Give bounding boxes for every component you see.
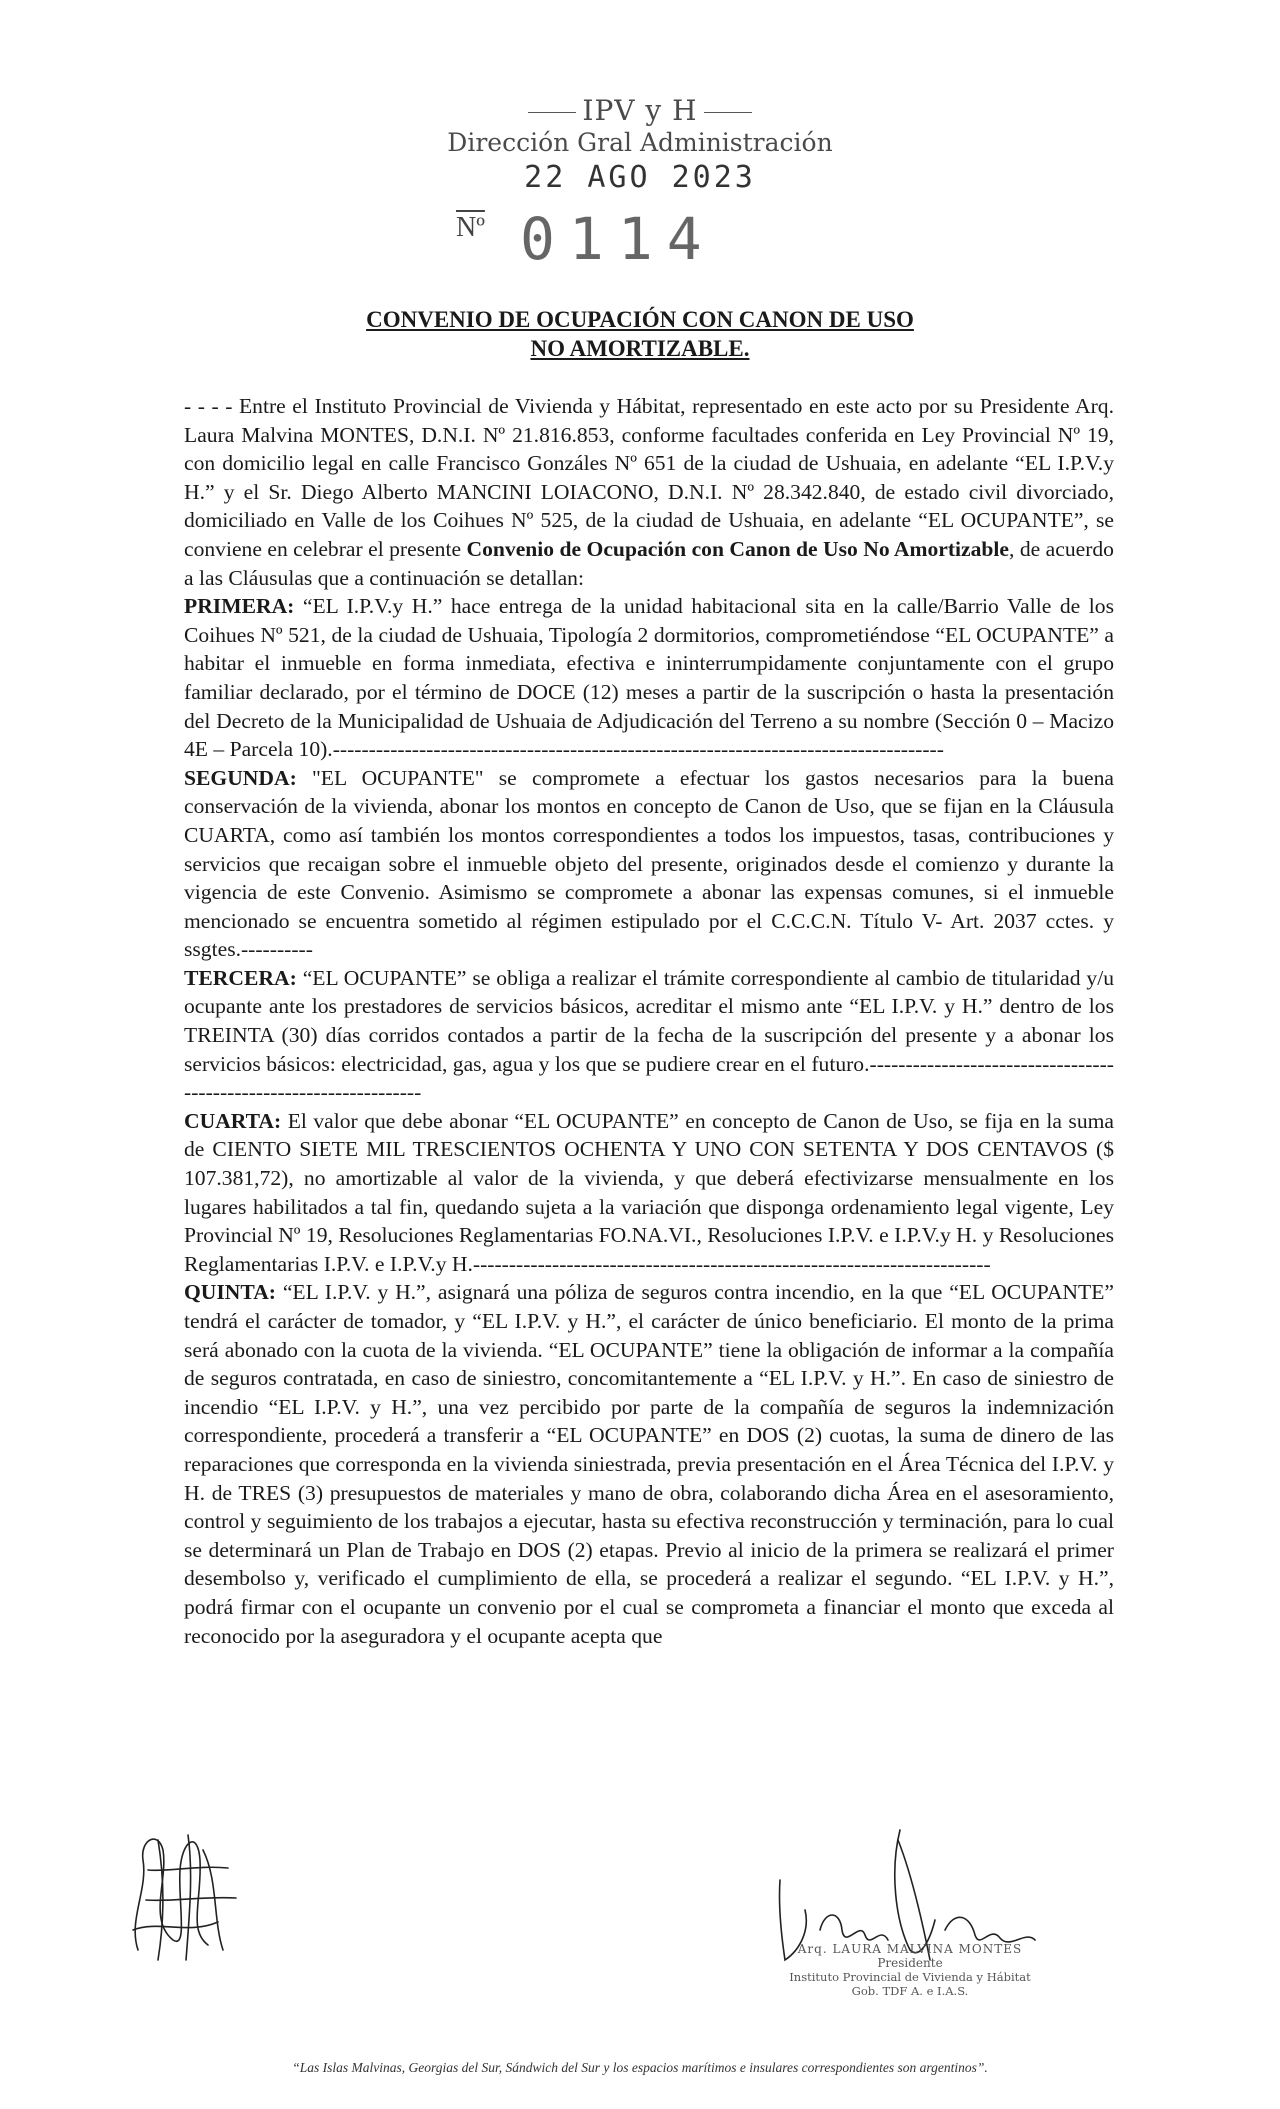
signature-stamp: [760, 1942, 1060, 1998]
clause-paragraph: [184, 964, 1114, 1107]
clause-heading: QUINTA:: [184, 1280, 276, 1305]
signer-institution: Instituto Provincial de Vivienda y Hábitat: [789, 1970, 1031, 1984]
stamp-department: Dirección Gral Administración: [447, 128, 833, 157]
clause-heading: SEGUNDA:: [184, 765, 297, 790]
document-body: [184, 392, 1114, 1650]
clause-paragraph: [184, 592, 1114, 764]
clause-paragraph: [184, 1107, 1114, 1279]
initials-signature: [118, 1810, 258, 1970]
clause-text: “EL I.P.V. y H.”, asignará una póliza de seguros contra incendio, en la que “EL OCUPANTE” tendrá el carácter de tomador, y “EL I.P.V. y H.”, el carácter de único beneficiario. El monto de la prima será abonado con la cuota de la vivienda. “EL OCUPANTE” tiene la obligación de informar a la compañía de seguros contratada, en caso de siniestro, concomitantemente a “EL I.P.V. y H.”. En caso de siniestro de incendio “EL I.P.V. y H.”, una vez percibido por parte de la compañía de seguros la indemnización correspondiente, procederá a transferir a “EL OCUPANTE” en DOS (2) cuotas, la suma de dinero de las reparaciones que corresponda en la vivienda siniestrada, previa presentación en el Área Técnica del I.P.V. y H. de TRES (3) presupuestos de materiales y mano de obra, colaborando dicha Área en el asesoramiento, control y seguimiento de los trabajos a ejecutar, hasta su efectiva reconstrucción y terminación, para lo cual se determinará un Plan de Trabajo en DOS (2) etapas. Previo al inicio de la primera se realizará el primer desembolso y, verificado el cumplimiento de ella, se procederá a realizar el segundo. “EL I.P.V. y H.”, podrá firmar con el ocupante un convenio por el cual se comprometa a financiar el monto que exceda al reconocido por la aseguradora y el ocupante acepta que: [184, 1280, 1114, 1648]
title-line-1: CONVENIO DE OCUPACIÓN CON CANON DE USO: [366, 307, 914, 332]
clause-heading: CUARTA:: [184, 1108, 282, 1133]
stamp-number-label: $\overline{Nº}$: [456, 212, 485, 243]
clause-text: “EL I.P.V.y H.” hace entrega de la unidad habitacional sita en la calle/Barrio Valle de los Coihues Nº 521, de la ciudad de Ushuaia, Tipología 2 dormitorios, comprometiéndose “EL OCUPANTE” a habitar el inmueble en forma inmediata, efectiva e ininterrumpidamente conjuntamente con el grupo familiar declarado, por el término de DOCE (12) meses a partir de la suscripción o hasta la presentación del Decreto de la Municipalidad de Ushuaia de Adjudicación del Terreno a su nombre (Sección 0 – Macizo 4E – Parcela 10).-------------------------------------------------------------------------------------: [184, 594, 1114, 762]
stamp-organization: [0, 94, 1280, 127]
clause-heading: PRIMERA:: [184, 594, 295, 619]
signer-role: Presidente: [877, 1956, 943, 1970]
clause-text: "EL OCUPANTE" se compromete a efectuar los gastos necesarios para la buena conservación de la vivienda, abonar los montos en concepto de Canon de Uso, que se fijan en la Cláusula CUARTA, como así también los montos correspondientes a todos los impuestos, tasas, contribuciones y servicios que recaigan sobre el inmueble objeto del presente, originados desde el comienzo y durante la vigencia de este Convenio. Asimismo se compromete a abonar las expensas comunes, si el inmueble mencionado se encuentra sometido al régimen estipulado por el C.C.C.N. Título V- Art. 2037 cctes. y ssgtes.----------: [184, 765, 1114, 962]
stamp-number: 0114: [520, 205, 716, 273]
intro-bold-text: Convenio de Ocupación con Canon de Uso No Amortizable: [466, 536, 1010, 561]
signer-name: Arq. LAURA MALVINA MONTES: [797, 1942, 1023, 1956]
clause-text: “EL OCUPANTE” se obliga a realizar el trámite correspondiente al cambio de titularidad y/u ocupante ante los prestadores de servicios básicos, acreditar el mismo ante “EL I.P.V. y H.” dentro de los TREINTA (30) días corridos contados a partir de la fecha de la suscripción del presente y a abonar los servicios básicos: electricidad, gas, agua y los que se pudiere crear en el futuro.-------------------------------------------------------------------: [184, 965, 1114, 1105]
stamp-date: 22 AGO 2023: [524, 160, 756, 195]
intro-paragraph: [184, 392, 1114, 592]
clause-paragraph: [184, 764, 1114, 964]
intro-text-1: - - - - Entre el Instituto Provincial de Vivienda y Hábitat, representado en este acto por su Presidente Arq. Laura Malvina MONTES, D.N.I. Nº 21.816.853, conforme facultades conferida en Ley Provincial Nº 19, con domicilio legal en calle Francisco Gonzáles Nº 651 de la ciudad de Ushuaia, en adelante “EL I.P.V.y H.” y el Sr. Diego Alberto MANCINI LOIACONO, D.N.I. Nº 28.342.840, de estado civil divorciado, domiciliado en Valle de los Coihues Nº 525, de la ciudad de Ushuaia, en adelante “EL OCUPANTE”, se conviene en celebrar el presente: [184, 394, 1114, 561]
clause-heading: TERCERA:: [184, 965, 297, 990]
title-line-2: NO AMORTIZABLE.: [530, 336, 750, 361]
signer-government: Gob. TDF A. e I.A.S.: [851, 1984, 969, 1998]
document-title: [0, 305, 1280, 363]
clause-text: El valor que debe abonar “EL OCUPANTE” en concepto de Canon de Uso, se fija en la suma de CIENTO SIETE MIL TRESCIENTOS OCHENTA Y UNO CON SETENTA Y DOS CENTAVOS ($ 107.381,72), no amortizable al valor de la vivienda, y que deberá efectivizarse mensualmente en los lugares habilitados a tal fin, quedando sujeta a la variación que disponga ordenamiento legal vigente, Ley Provincial Nº 19, Resoluciones Reglamentarias FO.NA.VI., Resoluciones I.P.V. e I.P.V.y H. y Resoluciones Reglamentarias I.P.V. e I.P.V.y H.------------------------------------------------------------------------: [184, 1108, 1114, 1276]
stamp-rule: [528, 112, 576, 113]
footer-legend: “Las Islas Malvinas, Georgias del Sur, Sándwich del Sur y los espacios marítimos e insulares correspondientes son argentinos”.: [292, 2060, 988, 2075]
stamp-rule: [704, 112, 752, 113]
clause-paragraph: [184, 1278, 1114, 1650]
stamp-org-text: IPV y H: [582, 94, 698, 127]
intro-text-2: , de acuerdo a las Cláusulas que a continuación se detallan:: [184, 536, 1114, 590]
